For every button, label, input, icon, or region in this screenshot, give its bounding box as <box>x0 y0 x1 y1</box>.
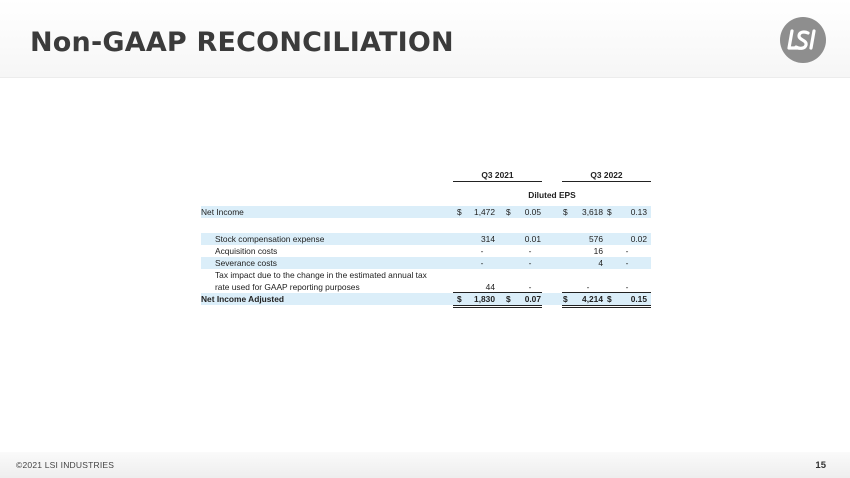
total-double-rule <box>562 305 651 308</box>
q3-2021-eps: - <box>528 282 532 292</box>
q3-2022-amount: 576 <box>589 234 603 244</box>
q3-2021-amount: 1,472 <box>474 207 495 217</box>
row-label: rate used for GAAP reporting purposes <box>215 282 360 292</box>
row-label: Tax impact due to the change in the estimated annual tax <box>215 270 427 280</box>
q3-2021-eps: 0.07 <box>524 294 541 304</box>
diluted-eps-label: Diluted EPS <box>528 190 576 200</box>
q3-2021-eps: - <box>528 258 532 268</box>
q3-2022-eps: - <box>625 282 629 292</box>
table-row-net-income-adjusted <box>201 293 651 305</box>
q3-2022-amount: - <box>586 282 590 292</box>
reconciliation-table <box>201 170 651 305</box>
table-row-acquisition <box>201 245 651 257</box>
slide-title: Non-GAAP RECONCILIATION <box>30 27 454 58</box>
currency-symbol: $ <box>607 294 612 304</box>
q3-2022-eps: 0.13 <box>630 207 647 217</box>
q3-2022-amount: 16 <box>593 246 603 256</box>
q3-2021-amount: 1,830 <box>474 294 495 304</box>
slide-header <box>0 0 850 78</box>
currency-symbol: $ <box>457 294 462 304</box>
q3-2022-eps: - <box>625 246 629 256</box>
q3-2021-eps: 0.05 <box>524 207 541 217</box>
row-label: Net Income <box>201 207 244 217</box>
currency-symbol: $ <box>563 294 568 304</box>
page-number: 15 <box>815 460 826 471</box>
subheader-row <box>201 182 651 206</box>
period-header-q3-2021: Q3 2021 <box>453 170 542 182</box>
q3-2022-eps: 0.15 <box>630 294 647 304</box>
row-label: Net Income Adjusted <box>201 294 284 304</box>
currency-symbol: $ <box>457 207 462 217</box>
q3-2022-amount: 3,618 <box>582 207 603 217</box>
row-label: Stock compensation expense <box>215 234 325 244</box>
table-row-net-income <box>201 206 651 218</box>
copyright-text: ©2021 LSI INDUSTRIES <box>16 460 115 470</box>
currency-symbol: $ <box>563 207 568 217</box>
q3-2021-amount: - <box>480 258 484 268</box>
period-header-q3-2022: Q3 2022 <box>562 170 651 182</box>
q3-2021-amount: - <box>480 246 484 256</box>
table-row-stock-comp <box>201 233 651 245</box>
q3-2021-amount: 44 <box>485 282 495 292</box>
row-label: Severance costs <box>215 258 277 268</box>
row-label: Acquisition costs <box>215 246 278 256</box>
lsi-logo-icon <box>780 17 826 63</box>
currency-symbol: $ <box>506 207 511 217</box>
q3-2022-amount: 4,214 <box>582 294 603 304</box>
currency-symbol: $ <box>607 207 612 217</box>
q3-2021-eps: - <box>528 246 532 256</box>
table-row-tax-impact-line1 <box>201 269 651 281</box>
q3-2022-eps: 0.02 <box>630 234 647 244</box>
total-double-rule <box>453 305 542 308</box>
slide-footer <box>0 452 850 478</box>
q3-2021-eps: 0.01 <box>524 234 541 244</box>
table-row-severance <box>201 257 651 269</box>
period-header-row <box>201 170 651 182</box>
spacer-row <box>201 218 651 233</box>
q3-2022-eps: - <box>625 258 629 268</box>
q3-2022-amount: 4 <box>598 258 603 268</box>
q3-2021-amount: 314 <box>481 234 495 244</box>
currency-symbol: $ <box>506 294 511 304</box>
